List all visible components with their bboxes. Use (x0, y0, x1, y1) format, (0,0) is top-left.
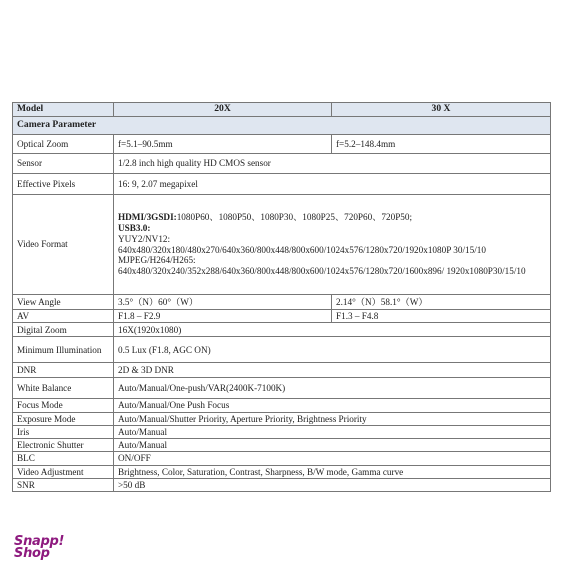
row-label: Digital Zoom (13, 323, 114, 337)
row-label: View Angle (13, 295, 114, 310)
section-title: Camera Parameter (13, 117, 551, 135)
table-row (13, 135, 551, 154)
section-row (13, 117, 551, 135)
row-label: Effective Pixels (13, 174, 114, 195)
row-value-30x: f=5.2–148.4mm (332, 135, 551, 154)
row-label: White Balance (13, 378, 114, 399)
row-value: 16: 9, 2.07 megapixel (114, 174, 551, 195)
yuy-value: 640x480/320x180/480x270/640x360/800x448/800x600/1024x576/1280x720/1920x1080P 30/15/10 (118, 244, 486, 255)
row-value-30x: 2.14°（N）58.1°（W） (332, 295, 551, 310)
table-row (13, 363, 551, 378)
header-30x: 30 X (332, 103, 551, 117)
row-value-20x: 3.5°（N）60°（W） (114, 295, 332, 310)
row-label: DNR (13, 363, 114, 378)
snappshop-logo (14, 536, 70, 560)
table-row (13, 154, 551, 174)
row-value: 0.5 Lux (F1.8, AGC ON) (114, 337, 551, 363)
table-row (13, 425, 551, 438)
table-row (13, 479, 551, 492)
row-value: 16X(1920x1080) (114, 323, 551, 337)
row-value: Auto/Manual/Shutter Priority, Aperture Priority, Brightness Priority (114, 412, 551, 425)
yuy-label: YUY2/NV12: (118, 233, 171, 244)
table-row (13, 399, 551, 412)
table-row (13, 452, 551, 465)
row-value: Auto/Manual/One-push/VAR(2400K-7100K) (114, 378, 551, 399)
table-row (13, 174, 551, 195)
mjpeg-label: MJPEG/H264/H265: (118, 255, 196, 266)
logo-line-1: Snapp! (14, 534, 65, 549)
row-label: Focus Mode (13, 399, 114, 412)
row-label: Iris (13, 425, 114, 438)
row-value: Auto/Manual (114, 425, 551, 438)
row-value: Auto/Manual (114, 439, 551, 452)
row-value: 1/2.8 inch high quality HD CMOS sensor (114, 154, 551, 174)
table-row (13, 195, 551, 295)
row-value: Brightness, Color, Saturation, Contrast, Sharpness, B/W mode, Gamma curve (114, 465, 551, 478)
table-row (13, 439, 551, 452)
logo-line-2: Shop (14, 546, 50, 561)
row-label: AV (13, 310, 114, 323)
row-value: ON/OFF (114, 452, 551, 465)
row-label: Exposure Mode (13, 412, 114, 425)
row-value-20x: f=5.1–90.5mm (114, 135, 332, 154)
table-row (13, 310, 551, 323)
row-value: Auto/Manual/One Push Focus (114, 399, 551, 412)
video-format-value (114, 195, 551, 295)
row-label: SNR (13, 479, 114, 492)
row-label: Video Format (13, 195, 114, 295)
table-row (13, 323, 551, 337)
row-label: Optical Zoom (13, 135, 114, 154)
table-row (13, 337, 551, 363)
row-label: Sensor (13, 154, 114, 174)
row-value: 2D & 3D DNR (114, 363, 551, 378)
spec-table (12, 102, 551, 492)
model-header: Model (13, 103, 114, 117)
row-value-20x: F1.8 – F2.9 (114, 310, 332, 323)
row-label: Video Adjustment (13, 465, 114, 478)
hdmi-value: 1080P60、1080P50、1080P30、1080P25、720P60、720P50; (176, 212, 413, 223)
table-row (13, 295, 551, 310)
row-label: BLC (13, 452, 114, 465)
table-row (13, 412, 551, 425)
row-label: Electronic Shutter (13, 439, 114, 452)
hdmi-label: HDMI/3GSDI: (118, 212, 177, 223)
row-label: Minimum Illumination (13, 337, 114, 363)
header-20x: 20X (114, 103, 332, 117)
table-row (13, 378, 551, 399)
table-row (13, 465, 551, 478)
row-value: >50 dB (114, 479, 551, 492)
table-header-row (13, 103, 551, 117)
mjpeg-value: 640x480/320x240/352x288/640x360/800x448/800x600/1024x576/1280x720/1600x896/ 1920x1080P30/15/10 (118, 265, 526, 276)
row-value-30x: F1.3 – F4.8 (332, 310, 551, 323)
usb-label: USB3.0: (118, 223, 151, 234)
